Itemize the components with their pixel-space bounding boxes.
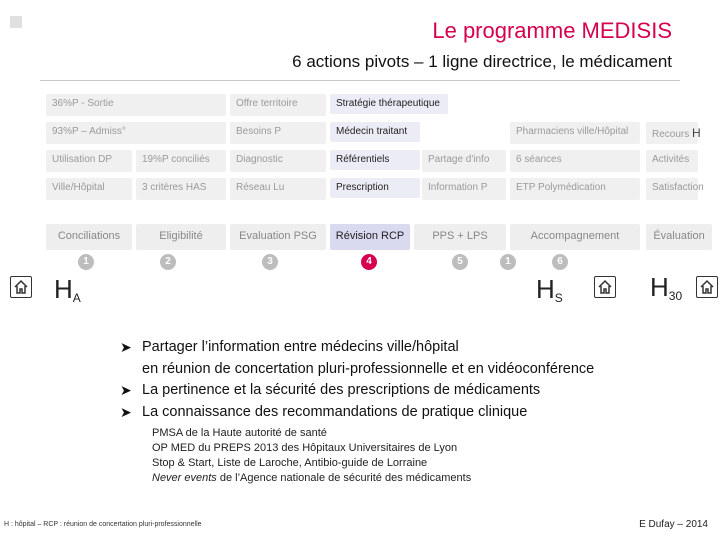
reference-line: OP MED du PREPS 2013 des Hôpitaux Universitaires de Lyon bbox=[152, 441, 458, 454]
credit: E Dufay – 2014 bbox=[639, 519, 708, 530]
grid-cell: Diagnostic bbox=[230, 150, 326, 172]
stage-eligibilite: Eligibilité bbox=[136, 224, 226, 250]
bullet-item bbox=[120, 381, 680, 401]
home-icon[interactable] bbox=[696, 276, 718, 298]
grid-cell: Pharmaciens ville/Hôpital bbox=[510, 122, 640, 144]
step-number: 6 bbox=[552, 254, 568, 270]
bullet-text: La pertinence et la sécurité des prescriptions de médicaments bbox=[142, 382, 541, 399]
grid-cell: Activités bbox=[646, 150, 698, 172]
step-number-active: 4 bbox=[361, 254, 377, 270]
reference-italic: Never events bbox=[152, 471, 217, 484]
stage-evaluation-psg: Evaluation PSG bbox=[230, 224, 326, 250]
grid-cell: 36%P - Sortie bbox=[46, 94, 226, 116]
home-glyph bbox=[699, 279, 715, 295]
bullet-text: Partager l’information entre médecins ville/hôpital bbox=[142, 339, 459, 355]
arrow-icon: ➤ bbox=[120, 382, 132, 399]
home-glyph bbox=[597, 279, 613, 295]
bullet-continuation bbox=[120, 360, 680, 380]
home-icon[interactable] bbox=[594, 276, 616, 298]
grid-cell bbox=[646, 122, 701, 144]
divider bbox=[40, 80, 680, 81]
marker-letter: H bbox=[536, 274, 555, 304]
marker-ha bbox=[54, 274, 81, 305]
step-number: 1 bbox=[78, 254, 94, 270]
grid-cell-highlight: Médecin traitant bbox=[330, 122, 420, 142]
grid-cell: ETP Polymédication bbox=[510, 178, 640, 200]
slide-subtitle: 6 actions pivots – 1 ligne directrice, le médicament bbox=[292, 52, 672, 71]
grid-cell: Offre territoire bbox=[230, 94, 326, 116]
marker-letter: H bbox=[54, 274, 73, 304]
grid-cell: Réseau Lu bbox=[230, 178, 326, 200]
bullet-item bbox=[120, 403, 680, 423]
grid-cell: Utilisation DP bbox=[46, 150, 132, 172]
grid-cell: 93%P – Admiss° bbox=[46, 122, 226, 144]
arrow-icon: ➤ bbox=[120, 339, 132, 355]
grid-cell: 3 critères HAS bbox=[136, 178, 226, 200]
home-glyph bbox=[13, 279, 29, 295]
step-number: 5 bbox=[452, 254, 468, 270]
bullet-text: en réunion de concertation pluri-professionnelle et en vidéoconférence bbox=[142, 360, 595, 377]
stage-conciliations: Conciliations bbox=[46, 224, 132, 250]
stage-pps-lps: PPS + LPS bbox=[414, 224, 506, 250]
footnote: H : hôpital – RCP : réunion de concertation pluri-professionnelle bbox=[4, 521, 202, 528]
marker-hs bbox=[536, 274, 563, 305]
grid-cell-h: H bbox=[692, 126, 701, 140]
step-number: 2 bbox=[160, 254, 176, 270]
grid-cell: Information P bbox=[422, 178, 506, 200]
logo bbox=[4, 2, 42, 46]
references bbox=[152, 426, 672, 485]
marker-h30 bbox=[650, 272, 682, 303]
marker-sub: 30 bbox=[668, 289, 683, 303]
step-number: 3 bbox=[262, 254, 278, 270]
stage-revision-rcp: Révision RCP bbox=[330, 224, 410, 250]
grid-cell: Besoins P bbox=[230, 122, 326, 144]
grid-cell-label: Recours bbox=[652, 129, 690, 140]
grid-cell: Satisfaction bbox=[646, 178, 698, 200]
marker-letter: H bbox=[650, 272, 669, 302]
reference-rest: de l’Agence nationale de sécurité des médicaments bbox=[216, 471, 472, 484]
reference-line: PMSA de la Haute autorité de santé bbox=[152, 427, 327, 439]
marker-sub: S bbox=[554, 291, 563, 305]
grid-cell: 6 séances bbox=[510, 150, 640, 172]
logo-square bbox=[10, 16, 22, 28]
stage-accompagnement: Accompagnement bbox=[510, 224, 640, 250]
slide-title: Le programme MEDISIS bbox=[432, 18, 672, 43]
grid-cell-highlight: Stratégie thérapeutique bbox=[330, 94, 448, 114]
bullet-item bbox=[120, 338, 680, 358]
stage-evaluation: Évaluation bbox=[646, 224, 712, 250]
home-icon[interactable] bbox=[10, 276, 32, 298]
grid-cell: Ville/Hôpital bbox=[46, 178, 132, 200]
marker-sub: A bbox=[72, 291, 81, 305]
arrow-icon: ➤ bbox=[120, 403, 132, 420]
reference-line: Stop & Start, Liste de Laroche, Antibio-guide de Lorraine bbox=[152, 456, 428, 469]
grid-cell-highlight: Référentiels bbox=[330, 150, 420, 170]
grid-cell-highlight: Prescription bbox=[330, 178, 420, 198]
grid-cell: Partage d'info bbox=[422, 150, 506, 172]
step-number: 1 bbox=[500, 254, 516, 270]
bullet-list bbox=[120, 338, 680, 424]
grid-cell: 19%P conciliés bbox=[136, 150, 226, 172]
reference-line bbox=[152, 471, 672, 486]
bullet-text: La connaissance des recommandations de pratique clinique bbox=[142, 403, 528, 420]
